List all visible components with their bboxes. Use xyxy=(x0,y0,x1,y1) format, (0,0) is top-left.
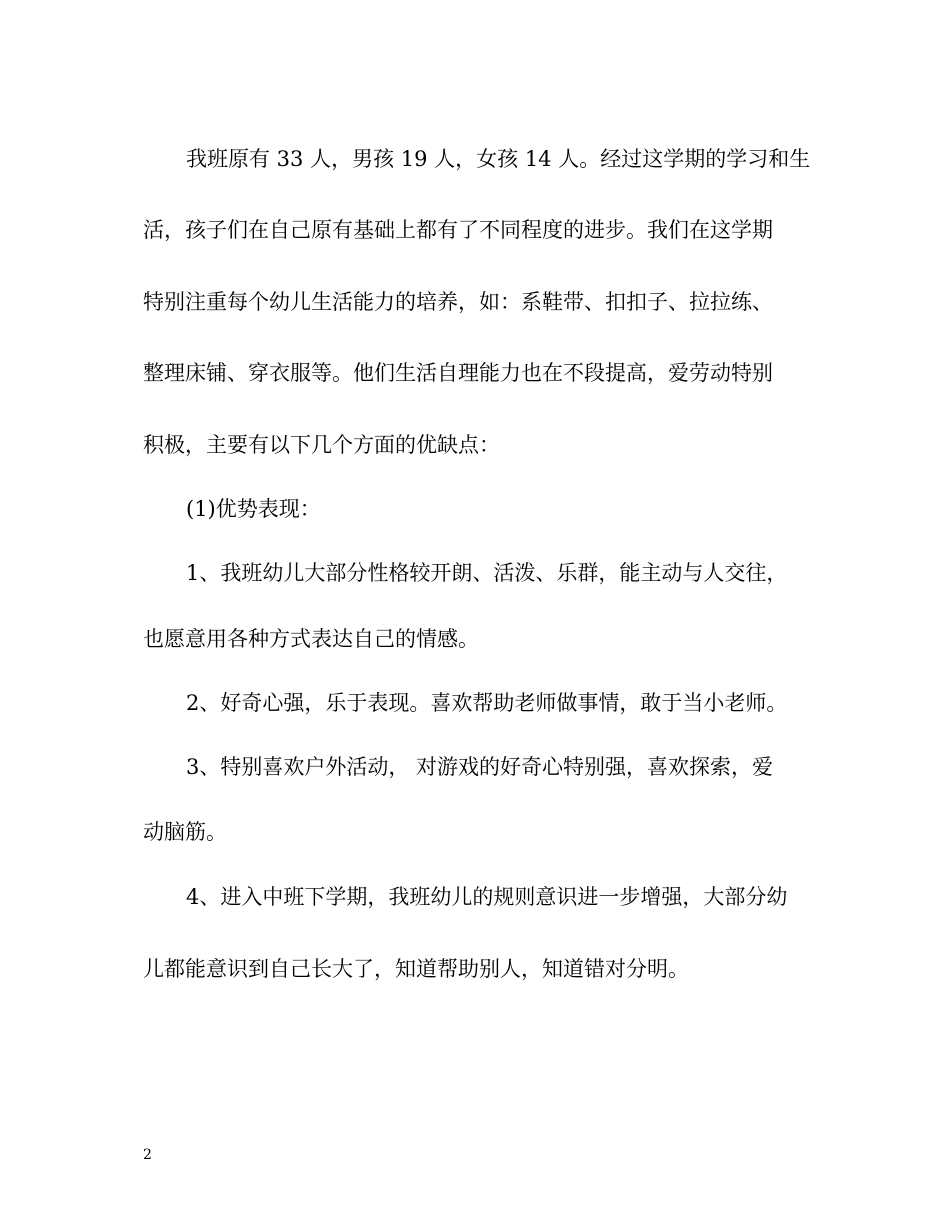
list-item-line: 3、特别喜欢户外活动， 对游戏的好奇心特别强，喜欢探索，爱 xyxy=(186,755,774,779)
paragraph-line: 活，孩子们在自己原有基础上都有了不同程度的进步。我们在这学期 xyxy=(143,218,773,242)
paragraph-line: 特别注重每个幼儿生活能力的培养，如：系鞋带、扣扣子、拉拉练、 xyxy=(143,290,773,314)
paragraph-line: 积极，主要有以下几个方面的优缺点： xyxy=(143,433,500,457)
list-item-line: 2、好奇心强，乐于表现。喜欢帮助老师做事情，敢于当小老师。 xyxy=(186,691,788,715)
list-item-line: 动脑筋。 xyxy=(143,820,227,844)
list-item-line: 4、进入中班下学期，我班幼儿的规则意识进一步增强，大部分幼 xyxy=(186,885,788,909)
paragraph-line: 我班原有 33 人，男孩 19 人，女孩 14 人。经过这学期的学习和生 xyxy=(186,147,811,171)
paragraph-line: 整理床铺、穿衣服等。他们生活自理能力也在不段提高，爱劳动特别 xyxy=(143,361,773,385)
list-item-line: 也愿意用各种方式表达自己的情感。 xyxy=(143,627,479,651)
list-item-line: 儿都能意识到自己长大了，知道帮助别人，知道错对分明。 xyxy=(143,957,689,981)
section-heading: (1)优势表现： xyxy=(186,497,321,521)
page-number: 2 xyxy=(143,1147,152,1163)
list-item-line: 1、我班幼儿大部分性格较开朗、活泼、乐群，能主动与人交往， xyxy=(186,561,788,585)
